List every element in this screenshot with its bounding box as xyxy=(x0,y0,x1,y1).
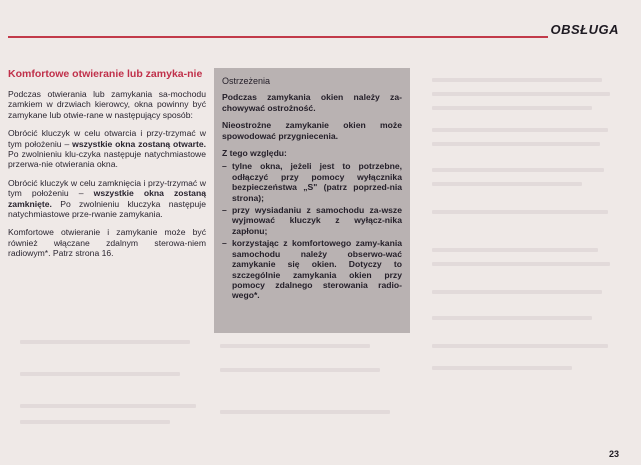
body-text: Obrócić kluczyk w celu zamknięcia i przy-trzymać w tym położeniu – xyxy=(8,177,206,199)
emphasis-text: wszystkie okna zostaną otwarte. xyxy=(72,138,206,149)
warning-list-item: – przy wysiadaniu z samochodu za-wsze wyjmować kluczyk z wyłącz-nika zapłonu; xyxy=(222,205,402,236)
paragraph-3 xyxy=(8,178,206,220)
body-text: Podczas otwierania lub zamykania sa-mochodu zamkiem w drzwiach kierowcy, okna powinny być zamykane lub otwie-rane w następujący sposób: xyxy=(8,89,206,120)
section-title: OBSŁUGA xyxy=(550,22,619,37)
warning-box xyxy=(214,68,410,333)
warning-list-item: – korzystając z komfortowego zamy-kania samochodu należy obserwo-wać zamykanie się okien. Dotyczy to szczególnie zamykania okien przy pomocy zdalnego sterowania radio-wego*. xyxy=(222,238,402,301)
left-paragraphs xyxy=(8,89,206,259)
warning-paragraph-2: Nieostrożne zamykanie okien może spowodować przygniecenia. xyxy=(222,120,402,141)
body-text: Obrócić kluczyk w celu otwarcia i przy-trzymać w tym położeniu – xyxy=(8,128,206,149)
warning-title: Ostrzeżenia xyxy=(222,76,271,86)
page-number: 23 xyxy=(608,449,619,459)
body-text: Komfortowe otwieranie i zamykanie może być również włączane zdalnym sterowa-niem radiowym*. Patrz strona 16. xyxy=(8,227,206,259)
emphasis-text: wszystkie okna zostaną zamknięte. xyxy=(8,188,206,209)
paragraph-4 xyxy=(8,227,206,258)
warning-list xyxy=(222,161,402,300)
warning-list-item: – tylne okna, jeżeli jest to potrzebne, odłączyć przy pomocy wyłącznika bezpieczeństwa „S" (patrz poprzed-nia strona); xyxy=(222,161,402,203)
warning-paragraph-1: Podczas zamykania okien należy za-chowywać ostrożność. xyxy=(222,92,402,113)
left-column xyxy=(8,68,206,267)
body-text: Po zwolnieniu kluczyka następuje natychmiastowe prze-rwanie zamykania. xyxy=(8,198,206,220)
header-rule xyxy=(8,36,548,38)
section-heading: Komfortowe otwieranie lub zamyka-nie xyxy=(8,68,203,80)
paragraph-1 xyxy=(8,89,206,120)
body-text: Po zwolnieniu klu-czyka następuje natychmiastowe przerwa-nie otwierania okna. xyxy=(8,149,206,170)
paragraph-2 xyxy=(8,128,206,170)
warning-paragraph-3: Z tego względu: xyxy=(222,148,287,159)
